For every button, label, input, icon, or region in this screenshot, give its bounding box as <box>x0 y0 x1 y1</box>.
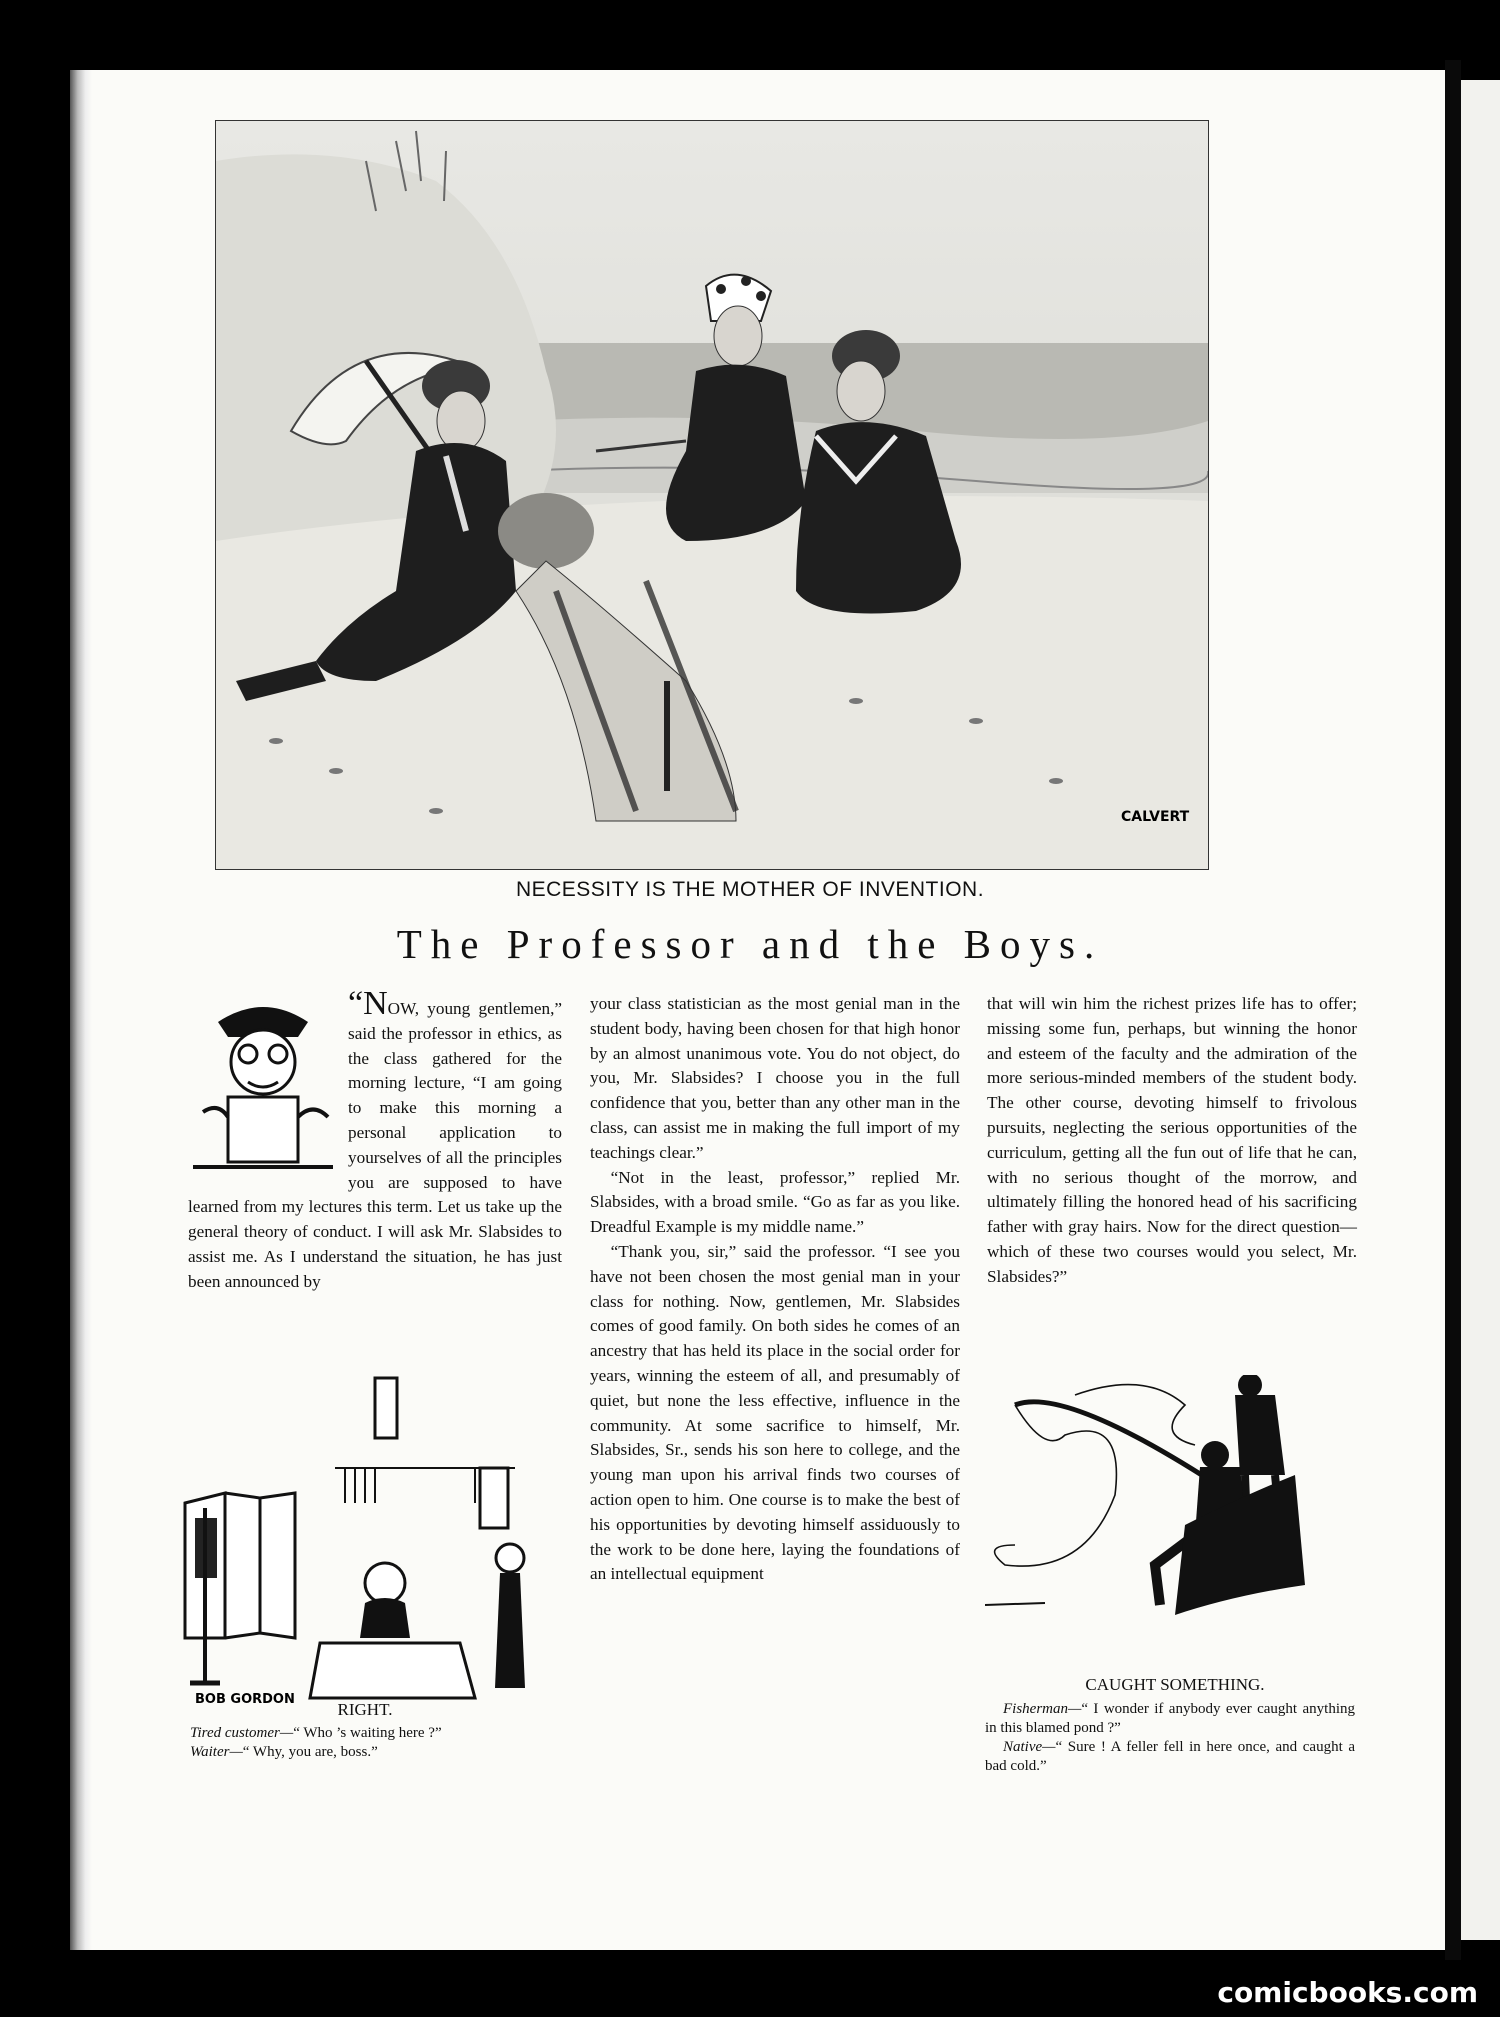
line-native: “ Sure ! A feller fell in here once, and caught a bad cold.” <box>985 1739 1355 1774</box>
restaurant-cartoon-caption: RIGHT. <box>337 1700 393 1719</box>
illustration-caption: NECESSITY IS THE MOTHER OF INVENTION. <box>515 878 985 901</box>
artist-signature: CALVERT <box>1121 809 1190 825</box>
article-column-3 <box>987 992 1357 1290</box>
article-column-2 <box>590 992 960 1587</box>
col1-paragraph-1: OW, young gentlemen,” said the professor in ethics, as the class gathered for the morning lecture, “I am going to make this morning a personal application to yourselves of all the principles you are supposed to have learned from my lectures this term. Let us take up the general theory of conduct. I will ask Mr. Slabsides to assist me. As I understand the situation, he has just been announced by <box>188 999 562 1291</box>
col3-paragraph-1: that will win him the richest prizes life has to offer; missing some fun, perhaps, but winning the honor and esteem of the faculty and the admiration of the more serious-minded members of the student body. The other course, devoting himself to frivolous pursuits, neglecting the serious opportunities of the curriculum, getting all the fun out of life that he can, with no serious thought of the morrow, and ultimately filling the honored head of his sacrificing father with gray hairs. Now for the direct question—which of these two courses would you select, Mr. Slabsides?” <box>987 994 1357 1286</box>
drop-cap: “N <box>348 985 388 1022</box>
fishing-cartoon-caption: CAUGHT SOMETHING. <box>1085 1675 1265 1694</box>
article-column-1 <box>188 985 562 1295</box>
page-edge-shadow <box>70 70 92 1950</box>
professor-cartoon <box>188 992 338 1184</box>
fishing-cartoon-dialog <box>985 1700 1355 1776</box>
cartoonist-signature: BOB GORDON <box>195 1692 295 1707</box>
facing-page-edge <box>1461 80 1500 1940</box>
speaker-tired-customer: Tired customer— <box>190 1725 294 1741</box>
col2-paragraph-2: “Not in the least, professor,” replied Mr. Slabsides, with a broad smile. “Go as far as you like. Dreadful Example is my middle name.” <box>590 1167 960 1237</box>
speaker-waiter: Waiter— <box>190 1744 243 1760</box>
beach-scene-drawing <box>216 121 1208 869</box>
site-watermark: comicbooks.com <box>1217 1976 1478 2009</box>
speaker-fisherman: Fisherman— <box>1003 1701 1082 1717</box>
article-title: The Professor and the Boys. <box>396 921 1104 967</box>
line-tired-customer: “ Who ’s waiting here ?” <box>293 1725 442 1741</box>
col2-paragraph-3: “Thank you, sir,” said the professor. “I see you have not been chosen the most genial man in your class for nothing. Now, gentlemen, Mr. Slabsides comes of good family. On both sides he comes of an ancestry that has held its place in the social order for years, winning the esteem of all, and presumably of quiet, but none the less effective, influence in the community. At some sacrifice to himself, Mr. Slabsides, Sr., sends his son here to college, and the young man upon his arrival finds two courses of action open to him. One course is to make the best of his opportunities by devoting himself assiduously to the work to be done here, laying the foundations of an intellectual equipment <box>590 1241 960 1584</box>
restaurant-cartoon <box>175 1368 555 1708</box>
restaurant-cartoon-dialog <box>190 1724 560 1762</box>
line-fisherman: “ I wonder if anybody ever caught anything in this blamed pond ?” <box>985 1701 1355 1736</box>
col2-paragraph-1: your class statistician as the most genial man in the student body, having been chosen for that high honor by an almost unanimous vote. You do not object, do you, Mr. Slabsides? I choose you in the full confidence that you, better than any other man in the class, can assist me in making the full import of my teachings clear.” <box>590 994 960 1162</box>
speaker-native: Native— <box>1003 1739 1056 1755</box>
book-gutter <box>1445 60 1461 1960</box>
fishing-silhouette-cartoon <box>985 1375 1365 1675</box>
line-waiter: “ Why, you are, boss.” <box>242 1744 378 1760</box>
beach-illustration <box>215 120 1209 870</box>
